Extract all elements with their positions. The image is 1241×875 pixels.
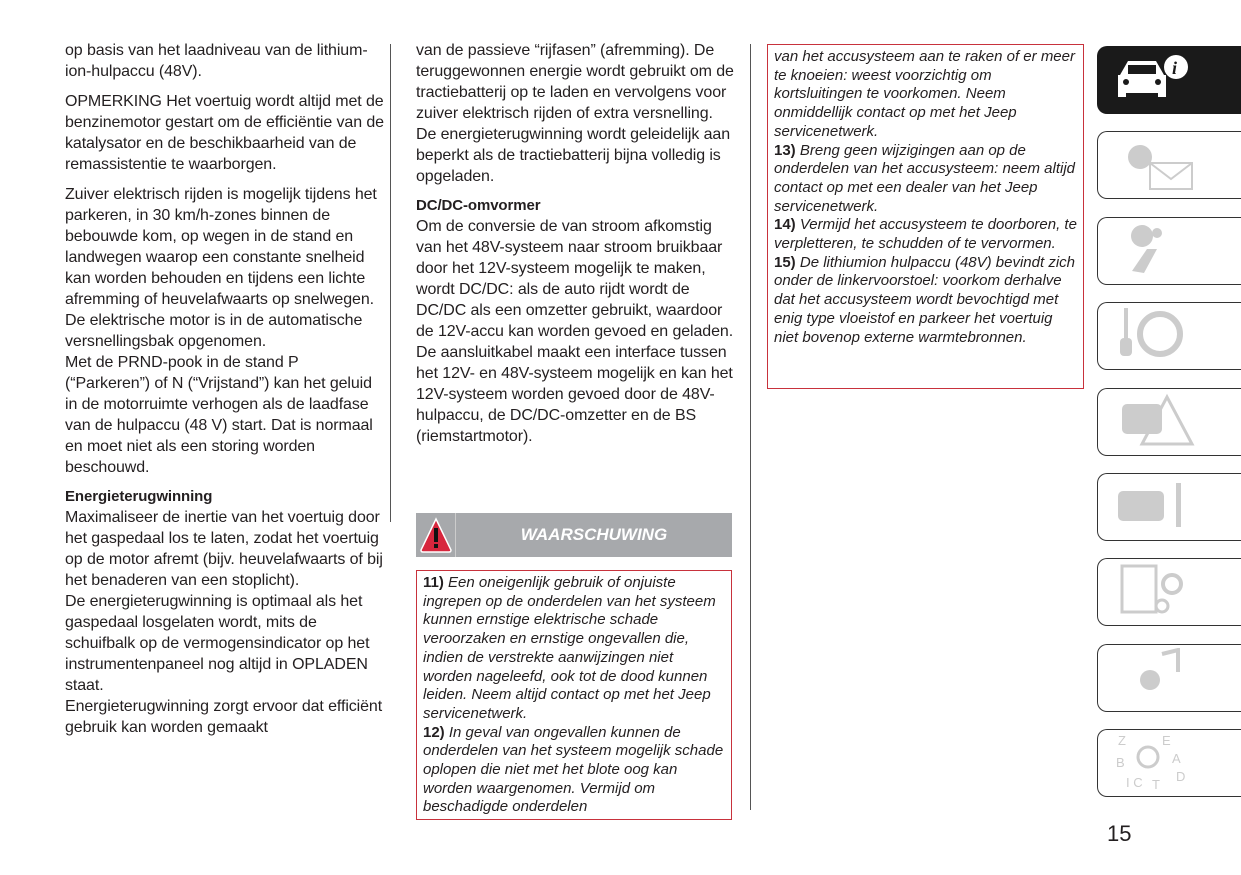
svg-text:i: i: [1172, 57, 1178, 78]
chapter-tab-lights-messages[interactable]: [1097, 131, 1241, 199]
warning-item: [774, 142, 1077, 217]
item-number: 14): [774, 216, 796, 234]
safety-airbag-icon: [1112, 221, 1202, 281]
key-steering-icon: [1112, 306, 1202, 366]
item-text: Een oneigenlijk gebruik of onjuiste ingrepen op de onderdelen van het systeem kunnen ernstige elektrische schade veroorzaken en ernstige ongevallen die, indien de verstrekte aanwijzingen niet worden nageleefd, ook tot de dood kunnen leiden. Neem altijd contact op met het Jeep servicenetwerk.: [423, 574, 716, 722]
chapter-tab-technical-data[interactable]: [1097, 558, 1241, 626]
column-divider: [390, 44, 391, 522]
warning-item: [774, 216, 1077, 253]
car-info-icon: [1112, 53, 1202, 108]
svg-text:E: E: [1162, 732, 1171, 748]
warning-label: WAARSCHUWING: [520, 525, 668, 544]
index-icon: [1112, 731, 1202, 796]
svg-text:A: A: [1172, 750, 1181, 766]
item-text: Vermijd het accusysteem te doorboren, te verpletteren, te schudden of te vervormen.: [774, 216, 1077, 253]
item-number: 13): [774, 141, 796, 159]
warning-triangle-icon: [416, 513, 456, 557]
paragraph: Zuiver elektrisch rijden is mogelijk tijdens het parkeren, in 30 km/h-zones binnen de bebouwde kom, op wegen in de stand en landwegen waarop een constante snelheid kan worden behouden en tijdens een lichte afremming of heuvelafwaarts op snelwegen. De elektrische motor is in de automatische versnellingsbak opgenomen.: [65, 186, 377, 350]
chapter-tab-key-steering[interactable]: [1097, 302, 1241, 370]
item-number: 15): [774, 253, 796, 271]
column-2: [416, 40, 738, 447]
chapter-tab-index[interactable]: [1097, 729, 1241, 797]
warning-item: [774, 254, 1077, 348]
column-1: [65, 40, 387, 738]
paragraph: De energieterugwinning is optimaal als het gaspedaal losgelaten wordt, mits de schuifbalk op de vermogensindicator op het instrumentenpaneel nog altijd in OPLADEN staat.: [65, 593, 370, 694]
warning-item: [774, 48, 1077, 142]
emergency-icon: [1112, 392, 1202, 452]
paragraph: Om de conversie de van stroom afkomstig van het 48V-systeem naar stroom bruikbaar door het 12V-systeem mogelijk te maken, wordt DC/DC: als de auto rijdt wordt de DC/DC als een omzetter gebruikt, waardoor de 12V-accu kan worden gevoed en geladen. De aansluitkabel maakt een interface tussen het 12V- en 48V-systeem mogelijk en kan het 12V-systeem worden gevoed door de 48V-hulpaccu, de DC/DC-omzetter en de BS (riemstartmotor).: [416, 218, 734, 445]
paragraph: van de passieve “rijfasen” (afremming). De teruggewonnen energie wordt gebruikt om de tractiebatterij op te laden en vervolgens voor zuiver elektrisch rijden of extra versnelling.: [416, 42, 734, 122]
svg-text:B: B: [1116, 754, 1125, 770]
page-number: 15: [1107, 821, 1132, 846]
note-paragraph: OPMERKING Het voertuig wordt altijd met de benzinemotor gestart om de efficiëntie van de katalysator en de beschikbaarheid van de remassistentie te waarborgen.: [65, 93, 384, 173]
lights-messages-icon: [1112, 135, 1202, 195]
warning-box-continued: [767, 44, 1084, 389]
svg-text:D: D: [1176, 768, 1186, 784]
item-text: Breng geen wijzigingen aan op de onderdelen van het accusysteem: neem altijd contact op met een dealer van het Jeep servicenetwerk.: [774, 141, 1076, 215]
warning-box: [416, 570, 732, 820]
section-heading: DC/DC-omvormer: [416, 197, 541, 214]
warning-item: [423, 724, 725, 818]
warning-header: [416, 513, 732, 557]
paragraph: De energieterugwinning wordt geleidelijk aan beperkt als de tractiebatterij bijna volledig is opgeladen.: [416, 126, 731, 185]
chapter-tab-multimedia[interactable]: [1097, 644, 1241, 712]
chapter-tab-maintenance[interactable]: [1097, 473, 1241, 541]
paragraph: Maximaliseer de inertie van het voertuig door het gaspedaal los te laten, zodat het voertuig op de motor afremt (bijv. heuvelafwaarts of bij het benaderen van een stoplicht).: [65, 509, 383, 589]
chapter-tab-car-info[interactable]: [1097, 46, 1241, 114]
chapter-tab-emergency[interactable]: [1097, 388, 1241, 456]
item-number: 11): [423, 574, 444, 591]
maintenance-icon: [1112, 477, 1202, 537]
section-heading: Energieterugwinning: [65, 488, 213, 505]
item-text: van het accusysteem aan te raken of er meer te knoeien: weest voorzichtig om kortsluitingen te voorkomen. Neem onmiddellijk contact op met het Jeep servicenetwerk.: [774, 48, 1075, 140]
item-number: 12): [423, 723, 445, 741]
technical-data-icon: [1112, 562, 1202, 622]
item-text: In geval van ongevallen kunnen de onderdelen van het systeem mogelijk schade oplopen die niet met het blote oog kan worden waargenomen. Vermijd om beschadigde onderdelen: [423, 723, 724, 816]
svg-text:T: T: [1152, 776, 1160, 791]
paragraph: op basis van het laadniveau van de lithium-ion-hulpaccu (48V).: [65, 42, 368, 80]
chapter-tab-safety-airbag[interactable]: [1097, 217, 1241, 285]
paragraph: Energieterugwinning zorgt ervoor dat efficiënt gebruik kan worden gemaakt: [65, 698, 383, 736]
paragraph: Met de PRND-pook in de stand P (“Parkeren”) of N (“Vrijstand”) kan het geluid in de motorruimte verhogen als de laadfase van de hulpaccu (48 V) start. Dat is normaal en moet niet als een storing worden beschouwd.: [65, 354, 373, 476]
svg-text:I C: I C: [1126, 774, 1143, 790]
svg-text:Z: Z: [1118, 732, 1126, 748]
warning-item: [423, 574, 725, 724]
multimedia-icon: [1112, 648, 1202, 708]
column-divider: [750, 44, 751, 810]
item-text: De lithiumion hulpaccu (48V) bevindt zich onder de linkervoorstoel: voorkom derhalve dat het accusysteem wordt bevochtigd met enig type vloeistof en parkeer het voertuig niet bovenop externe warmtebronnen.: [774, 253, 1076, 346]
